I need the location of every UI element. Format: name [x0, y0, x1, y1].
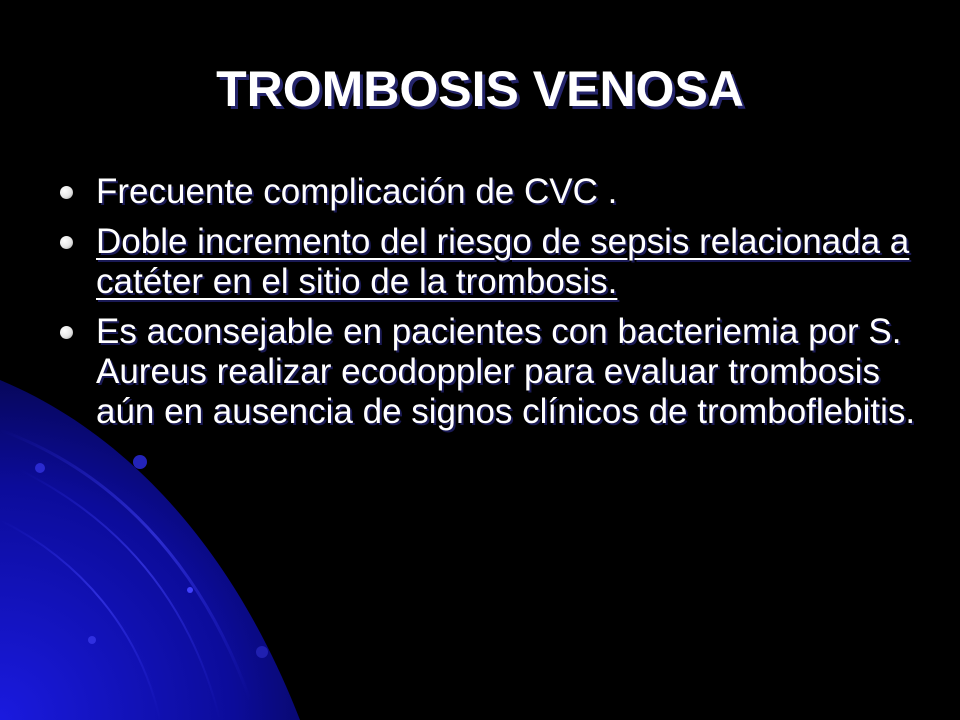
bullet-item — [54, 222, 924, 302]
sparkle-dot — [133, 455, 147, 469]
bullet-text: Frecuente complicación de CVC . — [96, 172, 618, 211]
bullet-icon — [60, 186, 73, 199]
bullet-text: Es aconsejable en pacientes con bacteriemia por S. Aureus realizar ecodoppler para evaluar trombosis aún en ausencia de signos clínicos de tromboflebitis. — [96, 312, 916, 431]
slide-title: TROMBOSIS VENOSA — [216, 61, 744, 117]
bullet-item — [54, 172, 924, 212]
bullet-text-underlined: Doble incremento del riesgo de sepsis relacionada a catéter en el sitio de la trombosis. — [96, 222, 910, 301]
sparkle-dot — [88, 636, 96, 644]
bullet-list — [54, 172, 924, 442]
bullet-icon — [60, 236, 73, 249]
bullet-item — [54, 312, 924, 432]
bullet-icon — [60, 326, 73, 339]
sparkle-dot — [187, 587, 193, 593]
sparkle-dot — [256, 646, 268, 658]
sparkle-dot — [35, 463, 45, 473]
